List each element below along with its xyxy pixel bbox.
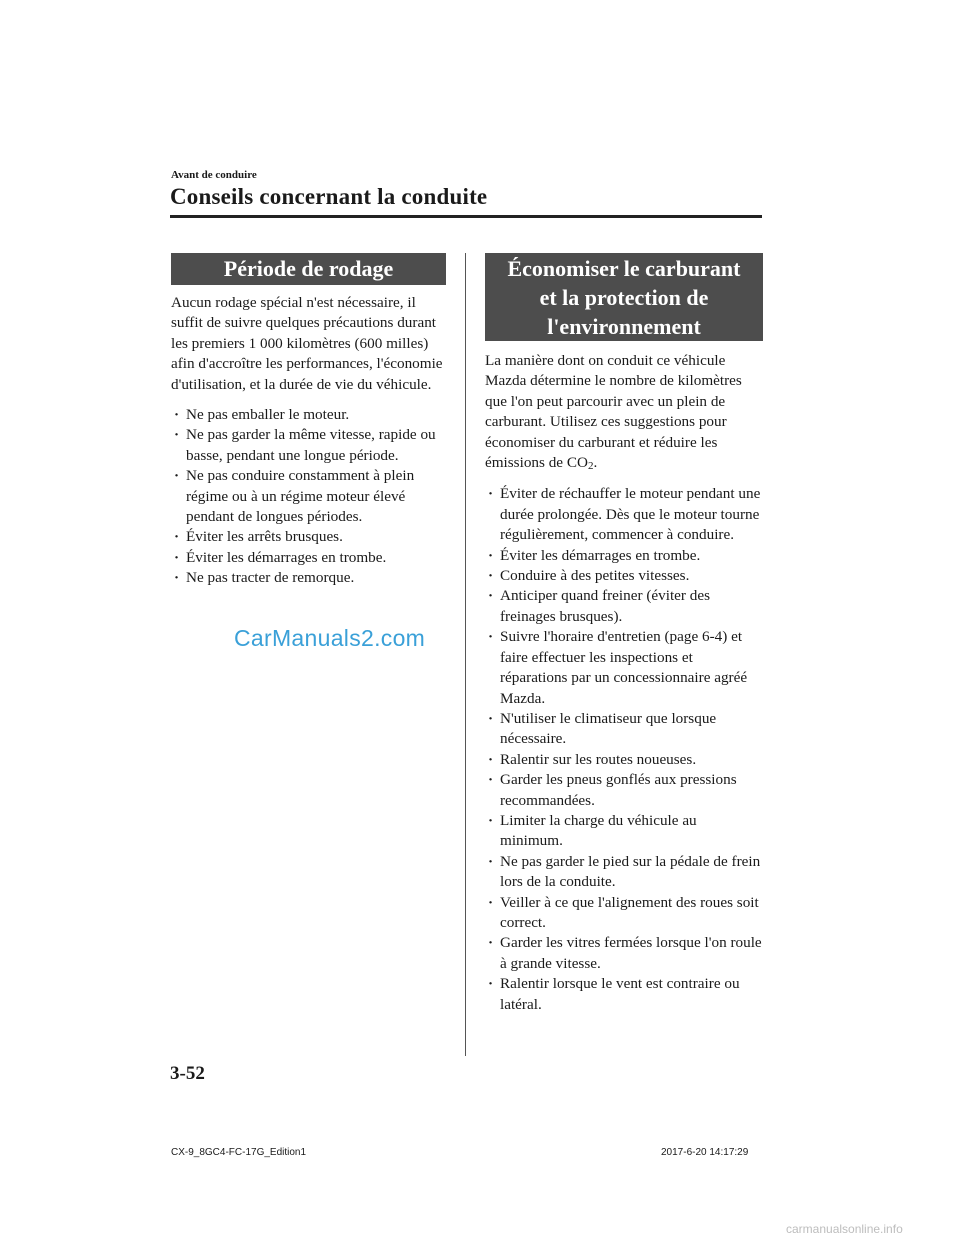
list-item: · Ne pas conduire constamment à plein régime ou à un régime moteur élevé pendant de longues périodes. [171, 466, 446, 527]
list-item: · N'utiliser le climatiseur que lorsque nécessaire. [485, 709, 763, 750]
intro-text: La manière dont on conduit ce véhicule Mazda détermine le nombre de kilomètres que l'on peut parcourir avec un plein de carburant. Utilisez ces suggestions pour économiser du carburant et réduire les émissions de CO [485, 352, 742, 472]
intro-end: . [593, 454, 598, 472]
section-title: Conseils concernant la conduite [170, 184, 488, 209]
list-item: · Ralentir sur les routes noueuses. [485, 750, 763, 770]
heading-break-in: Période de rodage [171, 253, 446, 285]
list-item: · Éviter les arrêts brusques. [171, 527, 446, 547]
break-in-list [171, 405, 446, 589]
list-item: · Veiller à ce que l'alignement des roues soit correct. [485, 893, 763, 934]
column-divider [465, 253, 466, 1056]
header-rule [170, 215, 762, 218]
right-column [485, 253, 763, 1015]
page-number: 3-52 [170, 1063, 205, 1084]
break-in-intro: Aucun rodage spécial n'est nécessaire, il suffit de suivre quelques précautions durant les premiers 1 000 kilomètres (600 milles) afin d'accroître les performances, l'économie d'utilisation, et la durée de vie du véhicule. [171, 294, 443, 393]
fuel-economy-list [485, 484, 763, 1015]
co2-subscript: 2 [587, 460, 594, 473]
list-item: · Suivre l'horaire d'entretien (page 6-4) et faire effectuer les inspections et réparations par un concessionnaire agréé Mazda. [485, 627, 763, 709]
list-item: · Ne pas emballer le moteur. [171, 405, 446, 425]
list-item: · Garder les vitres fermées lorsque l'on roule à grande vitesse. [485, 933, 763, 974]
list-item: · Ne pas garder le pied sur la pédale de frein lors de la conduite. [485, 852, 763, 893]
heading-line: et la protection de [539, 285, 709, 310]
watermark-logo: CarManuals2.com [234, 625, 426, 651]
heading-line: Économiser le carburant [507, 256, 741, 281]
list-item: · Éviter les démarrages en trombe. [171, 548, 446, 568]
chapter-label: Avant de conduire [171, 169, 257, 181]
list-item: · Anticiper quand freiner (éviter des freinages brusques). [485, 586, 763, 627]
left-column [171, 253, 446, 589]
list-item: · Éviter les démarrages en trombe. [485, 546, 763, 566]
fuel-economy-intro [485, 351, 763, 474]
list-item: · Ne pas tracter de remorque. [171, 568, 446, 588]
list-item: · Éviter de réchauffer le moteur pendant une durée prolongée. Dès que le moteur tourne régulièrement, commencer à conduire. [485, 484, 763, 545]
list-item: · Garder les pneus gonflés aux pressions recommandées. [485, 770, 763, 811]
list-item: · Limiter la charge du véhicule au minimum. [485, 811, 763, 852]
list-item: · Conduire à des petites vitesses. [485, 566, 763, 586]
list-item: · Ralentir lorsque le vent est contraire ou latéral. [485, 974, 763, 1015]
heading-line: l'environnement [547, 314, 701, 339]
site-watermark: carmanualsonline.info [786, 1222, 903, 1236]
list-item: · Ne pas garder la même vitesse, rapide ou basse, pendant une longue période. [171, 425, 446, 466]
footer-timestamp: 2017-6-20 14:17:29 [661, 1147, 749, 1158]
heading-fuel-economy [485, 253, 763, 341]
footer-document-id: CX-9_8GC4-FC-17G_Edition1 [171, 1147, 307, 1158]
